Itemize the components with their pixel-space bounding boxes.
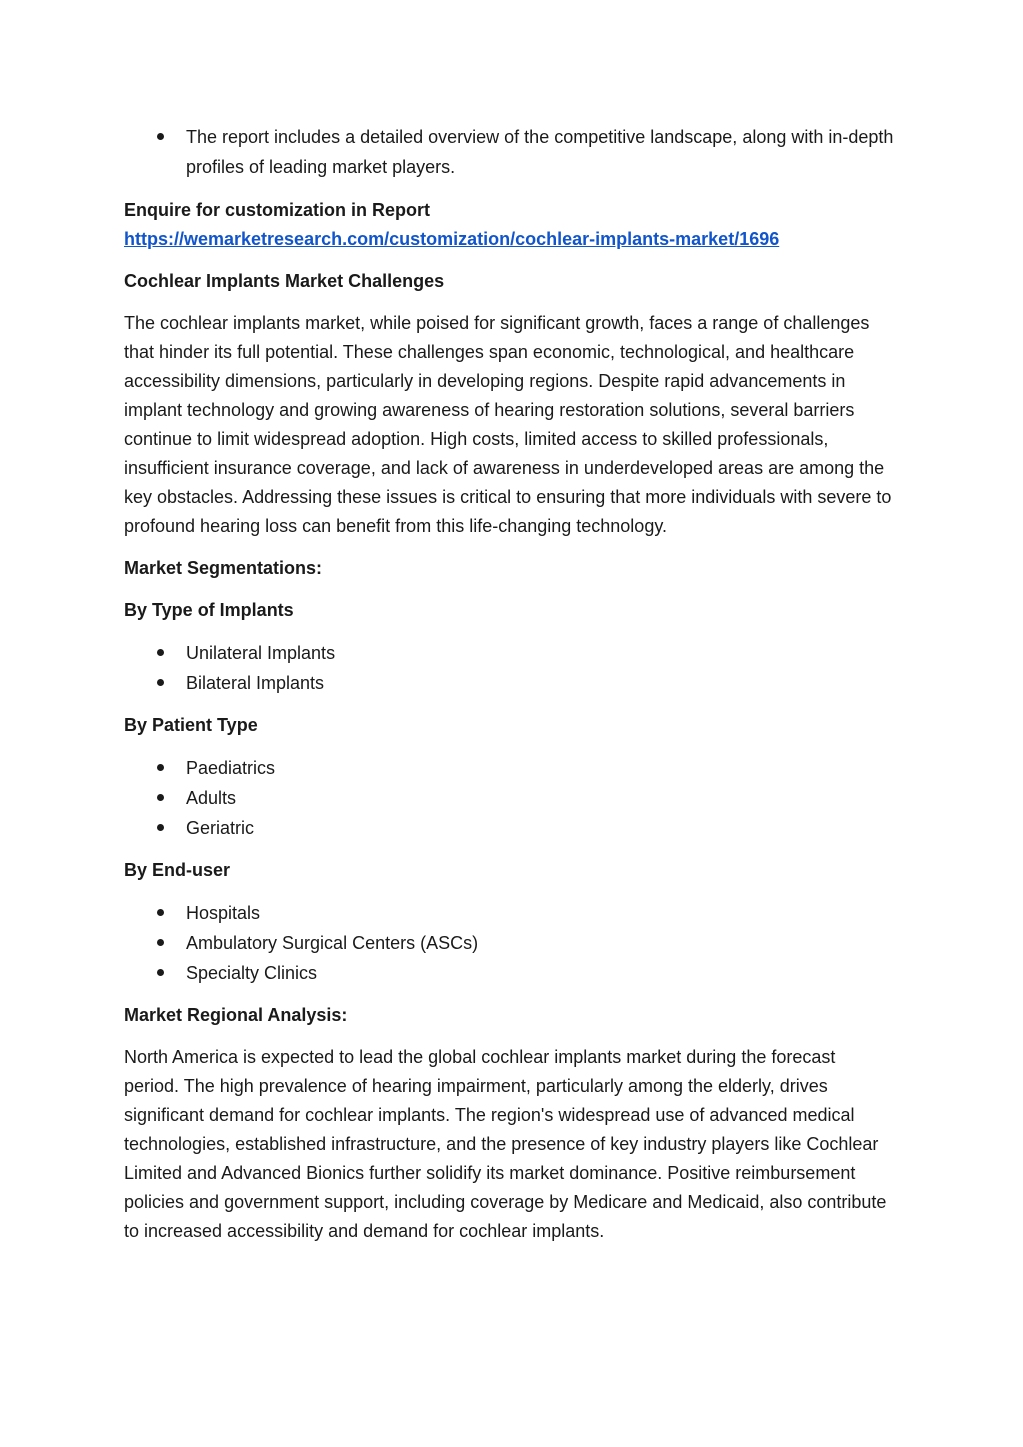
bullet-icon bbox=[157, 133, 164, 140]
list-item bbox=[124, 122, 894, 182]
regional-analysis-heading: Market Regional Analysis: bbox=[124, 1005, 348, 1025]
type-of-implants-list bbox=[124, 638, 894, 698]
challenges-paragraph: The cochlear implants market, while poised for significant growth, faces a range of challenges that hinder its full potential. These challenges span economic, technological, and healthcare accessibility dimensions, particularly in developing regions. Despite rapid advancements in implant technology and growing awareness of hearing restoration solutions, several barriers continue to limit widespread adoption. High costs, limited access to skilled professionals, insufficient insurance coverage, and lack of awareness in underdeveloped areas are among the key obstacles. Addressing these issues is critical to ensuring that more individuals with severe to profound hearing loss can benefit from this life-changing technology. bbox=[124, 313, 892, 536]
list-item bbox=[124, 638, 894, 668]
document-page bbox=[124, 122, 894, 1246]
end-user-heading: By End-user bbox=[124, 860, 231, 880]
list-item bbox=[124, 928, 894, 958]
bullet-icon bbox=[157, 969, 164, 976]
list-item-text: Hospitals bbox=[186, 903, 261, 923]
list-item bbox=[124, 783, 894, 813]
list-item bbox=[124, 898, 894, 928]
list-item-text: Ambulatory Surgical Centers (ASCs) bbox=[186, 933, 479, 953]
list-item-text: Paediatrics bbox=[186, 758, 276, 778]
bullet-icon bbox=[157, 649, 164, 656]
segmentations-heading: Market Segmentations: bbox=[124, 558, 323, 578]
bullet-icon bbox=[157, 824, 164, 831]
bullet-icon bbox=[157, 794, 164, 801]
list-item-text: Specialty Clinics bbox=[186, 963, 318, 983]
patient-type-list bbox=[124, 753, 894, 843]
list-item bbox=[124, 753, 894, 783]
list-item-text: The report includes a detailed overview of the competitive landscape, along with in-depth profiles of leading market players. bbox=[186, 127, 894, 177]
regional-analysis-paragraph: North America is expected to lead the global cochlear implants market during the forecast period. The high prevalence of hearing impairment, particularly among the elderly, drives significant demand for cochlear implants. The region's widespread use of advanced medical technologies, established infrastructure, and the presence of key industry players like Cochlear Limited and Advanced Bionics further solidify its market dominance. Positive reimbursement policies and government support, including coverage by Medicare and Medicaid, also contribute to increased accessibility and demand for cochlear implants. bbox=[124, 1047, 887, 1241]
list-item bbox=[124, 958, 894, 988]
challenges-heading: Cochlear Implants Market Challenges bbox=[124, 271, 445, 291]
list-item-text: Unilateral Implants bbox=[186, 643, 336, 663]
bullet-icon bbox=[157, 939, 164, 946]
bullet-icon bbox=[157, 764, 164, 771]
type-of-implants-heading: By Type of Implants bbox=[124, 600, 294, 620]
list-item-text: Geriatric bbox=[186, 818, 255, 838]
bullet-icon bbox=[157, 679, 164, 686]
list-item bbox=[124, 813, 894, 843]
bullet-icon bbox=[157, 909, 164, 916]
list-item-text: Bilateral Implants bbox=[186, 673, 325, 693]
list-item bbox=[124, 668, 894, 698]
end-user-list bbox=[124, 898, 894, 988]
intro-bullet-list bbox=[124, 122, 894, 182]
patient-type-heading: By Patient Type bbox=[124, 715, 258, 735]
enquire-label: Enquire for customization in Report bbox=[124, 200, 431, 220]
customization-link[interactable]: https://wemarketresearch.com/customization/cochlear-implants-market/1696 bbox=[124, 229, 780, 249]
list-item-text: Adults bbox=[186, 788, 237, 808]
